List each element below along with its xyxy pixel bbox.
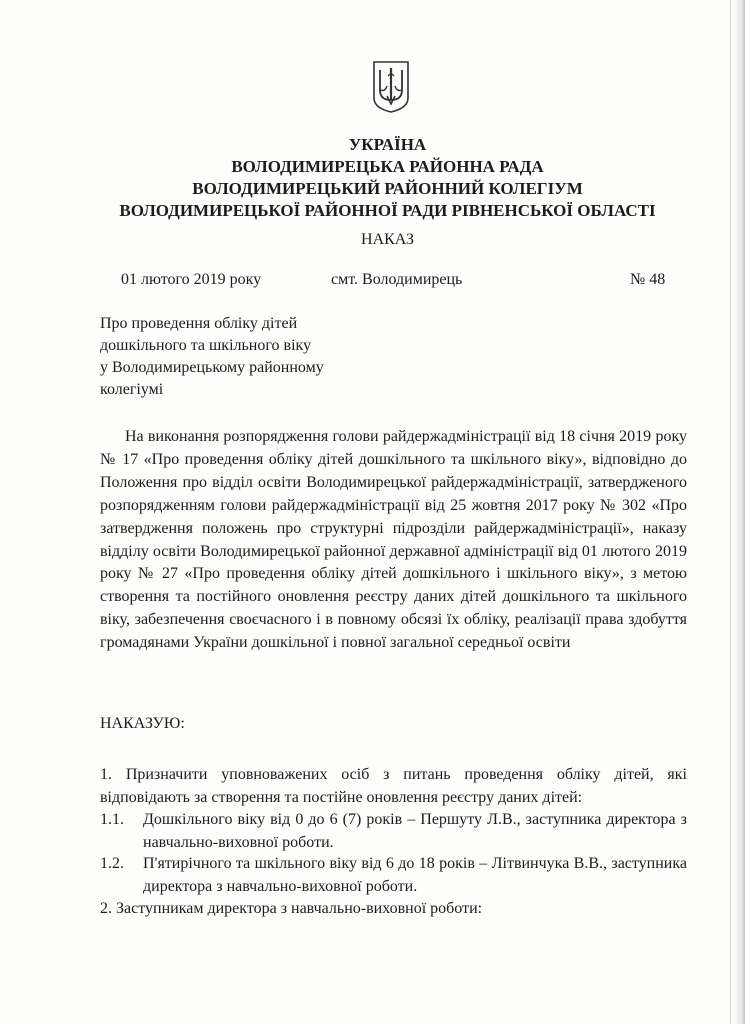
preamble-paragraph: На виконання розпорядження голови райдержадміністрації від 18 січня 2019 року № 17 «Про проведення обліку дітей дошкільного та шкільного віку», відповідно до Положення про відділ освіти Володимирецької райдержадміністрації, затвердженого розпорядженням голови райдержадміністрації від 25 жовтня 2017 року № 302 «Про затвердження положень про структурні підрозділи райдержадміністрації», наказу відділу освіти Володимирецької районної державної адміністрації від 01 лютого 2019 року № 27 «Про проведення обліку дітей дошкільного і шкільного віку», з метою створення та постійного оновлення реєстру даних дітей дошкільного та шкільного віку, забезпечення своєчасного і в повному обсязі їх обліку, реалізації права здобуття громадянами України дошкільної і повної загальної середньої освіти	[100, 428, 687, 652]
order-directive-heading: НАКАЗУЮ:	[100, 715, 185, 732]
subject-line: Про проведення обліку дітей	[100, 315, 298, 332]
subject-line: колегіумі	[100, 381, 164, 398]
order-place: смт. Володимирець	[331, 271, 463, 288]
order-subject	[100, 313, 360, 401]
document-header	[0, 134, 745, 222]
subitem-number: 1.1.	[100, 811, 124, 828]
subitem-text: П'ятирічного та шкільного віку від 6 до 18 років – Літвинчука В.В., заступника директора з навчально-виховної роботи.	[143, 855, 687, 895]
order-item-1: 1. Призначити уповноважених осіб з питань проведення обліку дітей, які відповідають за створення та постійне оновлення реєстру даних дітей:	[100, 766, 687, 806]
trident-coat-of-arms-icon	[372, 60, 410, 114]
header-institution: ВОЛОДИМИРЕЦЬКИЙ РАЙОННИЙ КОЛЕГІУМ	[192, 179, 583, 198]
subitem-text: Дошкільного віку від 0 до 6 (7) років – Першуту Л.В., заступника директора з навчально-виховної роботи.	[143, 811, 687, 851]
order-item-2: 2. Заступникам директора з навчально-виховної роботи:	[100, 900, 483, 917]
header-country: УКРАЇНА	[348, 135, 427, 154]
subitem-number: 1.2.	[100, 855, 124, 872]
order-date: 01 лютого 2019 року	[121, 271, 262, 288]
order-number: № 48	[630, 271, 666, 288]
document-type-title: НАКАЗ	[361, 231, 414, 248]
subject-line: дошкільного та шкільного віку	[100, 337, 312, 354]
subject-line: у Володимирецькому районному	[100, 359, 324, 376]
header-region: ВОЛОДИМИРЕЦЬКОЇ РАЙОННОЇ РАДИ РІВНЕНСЬКОЇ ОБЛАСТІ	[119, 201, 656, 220]
header-council: ВОЛОДИМИРЕЦЬКА РАЙОННА РАДА	[231, 157, 544, 176]
